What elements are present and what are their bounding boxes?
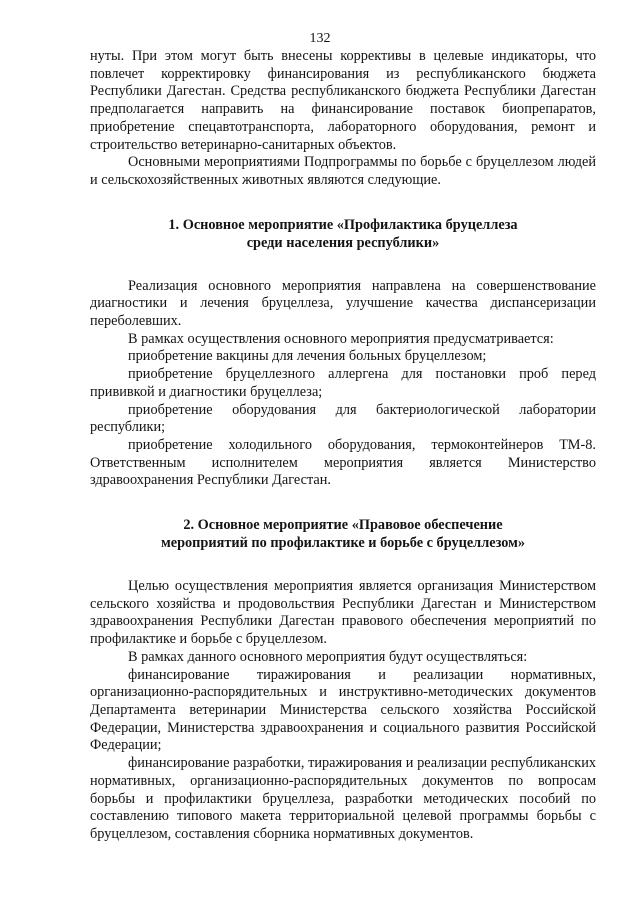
section-2-heading-line-2: мероприятий по профилактике и борьбе с бруцеллезом» (161, 535, 525, 552)
section-2-paragraph-1: Целью осуществления мероприятия является организация Министерством сельского хозяйства и продовольствия Республики Дагестан и Министерством здравоохранения Республики Дагестан правового обеспечения мероприятий по профилактике и борьбе с бруцеллезом. (90, 578, 596, 648)
section-2-list-item-2: финансирование разработки, тиражирования и реализации республиканских нормативных, организационно-распорядительных документов по вопросам борьбы и профилактики бруцеллеза, разработки методических пособий по составлению типового макета территориальной целевой программы борьбы с бруцеллезом, составления сборника нормативных документов. (90, 755, 596, 842)
intro-paragraph-1: нуты. При этом могут быть внесены коррективы в целевые индикаторы, что повлечет корректировку финансирования из республиканского бюджета Республики Дагестан. Средства республиканского бюджета Республики Дагестан предполагается направить на финансирование поставок биопрепаратов, приобретение спецавтотранспорта, лабораторного оборудования, ремонт и строительство ветеринарно-санитарных объектов. (90, 48, 596, 153)
section-1-list-item-3: приобретение оборудования для бактериологической лаборатории республики; (90, 401, 596, 436)
section-2-heading (90, 516, 596, 552)
section-2-list-item-1: финансирование тиражирования и реализации нормативных, организационно-распорядительных и инструктивно-методических документов Департамента ветеринарии Министерства сельского хозяйства Российской Федерации, Министерства здравоохранения и социального развития Российской Федерации; (90, 666, 596, 754)
section-1-heading-line-1: 1. Основное мероприятие «Профилактика бруцеллеза (168, 216, 518, 233)
page-number: 132 (309, 31, 331, 46)
section-1-paragraph-2: В рамках осуществления основного мероприятия предусматривается: (128, 330, 554, 347)
page-body (90, 48, 596, 844)
section-1-paragraph-1: Реализация основного мероприятия направлена на совершенствование диагностики и лечения бруцеллеза, улучшение качества диспансеризации переболевших. (90, 277, 596, 330)
section-1-heading (90, 216, 596, 252)
section-2-heading-line-1: 2. Основное мероприятие «Правовое обеспечение (183, 517, 503, 534)
section-1-list-item-2: приобретение бруцеллезного аллергена для постановки проб перед прививкой и диагностики бруцеллеза; (90, 366, 596, 400)
intro-paragraph-2: Основными мероприятиями Подпрограммы по борьбе с бруцеллезом людей и сельскохозяйственных животных являются следующие. (90, 154, 596, 188)
section-2-paragraph-2: В рамках данного основного мероприятия будут осуществляться: (128, 648, 528, 665)
section-1-heading-line-2: среди населения республики» (246, 234, 440, 251)
section-1-list-item-1: приобретение вакцины для лечения больных бруцеллезом; (128, 348, 487, 365)
section-1-list-item-4: приобретение холодильного оборудования, термоконтейнеров ТМ-8. Ответственным исполнителем мероприятия является Министерство здравоохранения Республики Дагестан. (90, 436, 596, 489)
